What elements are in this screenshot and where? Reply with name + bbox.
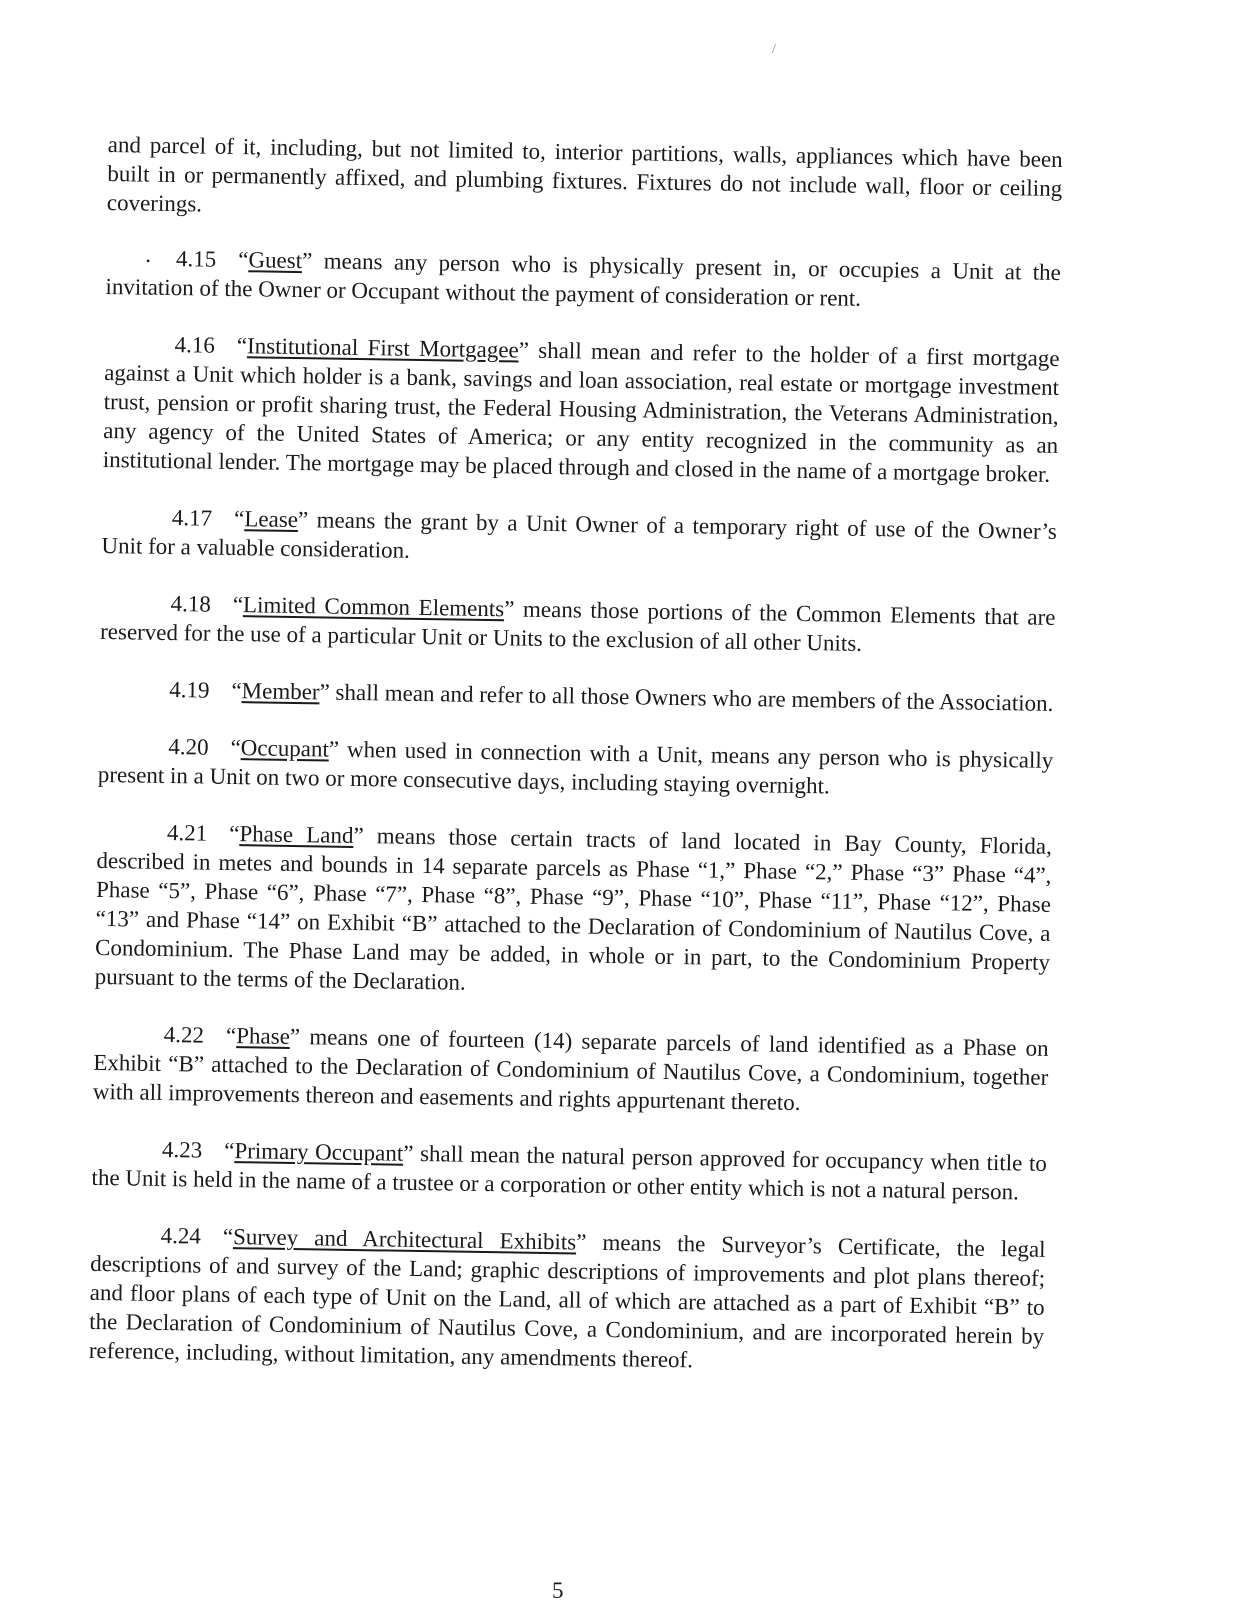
section-4-16: 4.16 “Institutional First Mortgagee” shall mean and refer to the holder of a first mortgage against a Unit which holder is a bank, savings and loan association, real estate or mortgage investment trust, pension or profit sharing trust, the Federal Housing Administration, the Veterans Administration, any agency of the United States of America; or any entity recognized in the community as an institutional lender. The mortgage may be placed through and closed in the name of a mortgage broker.	[103, 329, 1060, 489]
section-4-23: 4.23 “Primary Occupant” shall mean the natural person approved for occupancy when title to the Unit is held in the name of a trustee or a corporation or other entity which is not a natural person.	[91, 1134, 1047, 1207]
definition-text: ” means the Surveyor’s Certificate, the legal descriptions of and survey of the Land; graphic descriptions of improvements and plot plans thereof; and floor plans of each type of Unit on the Land, all of which are attached as a part of Exhibit “B” to the Declaration of Condominium of Nautilus Cove, a Condominium, and are incorporated herein by reference, including, without limitation, any amendments thereof.	[88, 1229, 1046, 1373]
margin-bullet: •	[146, 254, 151, 268]
section-4-15: 4.15 “Guest” means any person who is physically present in, or occupies a Unit at the invitation of the Owner or Occupant without the payment of consideration or rent.	[105, 243, 1061, 316]
section-4-18: 4.18 “Limited Common Elements” means those portions of the Common Elements that are reserved for the use of a particular Unit or Units to the exclusion of all other Units.	[100, 588, 1056, 661]
section-4-24: 4.24 “Survey and Architectural Exhibits” means the Surveyor’s Certificate, the legal descriptions of and survey of the Land; graphic descriptions of improvements and plot plans thereof; and floor plans of each type of Unit on the Land, all of which are attached as a part of Exhibit “B” to the Declaration of Condominium of Nautilus Cove, a Condominium, and are incorporated herein by reference, including, without limitation, any amendments thereof.	[89, 1220, 1046, 1380]
defined-term: Phase Land	[239, 821, 354, 848]
defined-term: Occupant	[240, 735, 330, 762]
stray-mark: /	[772, 42, 776, 57]
definition-text: ” means those certain tracts of land located in Bay County, Florida, described in metes and bounds in 14 separate parcels as Phase “1,” Phase “2,” Phase “3” Phase “4”, Phase “5”, Phase “6”, Phase “7”, Phase “8”, Phase “9”, Phase “10”, Phase “11”, Phase “12”, Phase “13” and Phase “14” on Exhibit “B” attached to the Declaration of Condominium of Nautilus Cove, a Condominium. The Phase Land may be added, in whole or in part, to the Condominium Property pursuant to the terms of the Declaration.	[94, 822, 1053, 995]
intro-paragraph: and parcel of it, including, but not limited to, interior partitions, walls, appliances which have been built in or permanently affixed, and plumbing fixtures. Fixtures do not include wall, floor or ceiling coverings.	[106, 131, 1063, 217]
page-number: 5	[552, 1578, 564, 1603]
defined-term: Lease	[244, 506, 299, 533]
definition-text: ” when used in connection with a Unit, means any person who is physically present in a Unit on two or more consecutive days, including staying overnight.	[97, 736, 1054, 799]
section-number: 4.17	[171, 505, 213, 531]
defined-term: Phase	[236, 1023, 291, 1049]
defined-term: Survey and Architectural Exhibits	[232, 1224, 577, 1255]
section-number: 4.19	[169, 677, 210, 703]
defined-term: Primary Occupant	[234, 1138, 404, 1166]
section-4-22: 4.22 “Phase” means one of fourteen (14) separate parcels of land identified as a Phase on Exhibit “B” attached to the Declaration of Condominium of Nautilus Cove, a Condominium, together with all improvements thereon and easements and rights appurtenant thereto.	[93, 1019, 1049, 1121]
section-4-20: 4.20 “Occupant” when used in connection with a Unit, means any person who is physically present in a Unit on two or more consecutive days, including staying overnight.	[98, 731, 1054, 804]
section-number: 4.16	[174, 332, 216, 358]
defined-term: Limited Common Elements	[242, 592, 505, 622]
section-number: 4.15	[175, 246, 217, 272]
defined-term: Institutional First Mortgagee	[246, 333, 519, 363]
definition-text: ” shall mean the natural person approved for occupancy when title to the Unit is held in the name of a trustee or a corporation or other entity which is not a natural person.	[91, 1140, 1048, 1205]
section-4-17: 4.17 “Lease” means the grant by a Unit Owner of a temporary right of use of the Owner’s Unit for a valuable consideration.	[101, 502, 1057, 575]
section-number: 4.22	[163, 1021, 205, 1048]
section-number: 4.18	[170, 591, 212, 617]
definition-text: ” means any person who is physically present in, or occupies a Unit at the invitation of the Owner or Occupant without the payment of consideration or rent.	[105, 248, 1062, 311]
section-4-19: 4.19 “Member” shall mean and refer to all those Owners who are members of the Association.	[99, 674, 1054, 718]
section-number: 4.20	[168, 734, 209, 760]
definition-text: ” means the grant by a Unit Owner of a temporary right of use of the Owner’s Unit for a valuable consideration.	[101, 507, 1058, 563]
definition-text: ” means those portions of the Common Elements that are reserved for the use of a particular Unit or Units to the exclusion of all other Units.	[99, 596, 1056, 656]
body-text	[88, 130, 1063, 1408]
definition-text: ” shall mean and refer to the holder of a first mortgage against a Unit which holder is a bank, savings and loan association, real estate or mortgage investment trust, pension or profit sharing trust, the Federal Housing Administration, the Veterans Administration, any agency of the United States of America; or any entity recognized in the community as an institutional lender. The mortgage may be placed through and closed in the name of a mortgage broker.	[102, 337, 1060, 487]
defined-term: Member	[241, 678, 320, 705]
section-4-21: 4.21 “Phase Land” means those certain tracts of land located in Bay County, Florida, described in metes and bounds in 14 separate parcels as Phase “1,” Phase “2,” Phase “3” Phase “4”, Phase “5”, Phase “6”, Phase “7”, Phase “8”, Phase “9”, Phase “10”, Phase “11”, Phase “12”, Phase “13” and Phase “14” on Exhibit “B” attached to the Declaration of Condominium of Nautilus Cove, a Condominium. The Phase Land may be added, in whole or in part, to the Condominium Property pursuant to the terms of the Declaration.	[94, 817, 1052, 1006]
definition-text: ” shall mean and refer to all those Owners who are members of the Association.	[319, 679, 1054, 716]
definition-text: ” means one of fourteen (14) separate parcels of land identified as a Phase on Exhibit “B” attached to the Declaration of Condominium of Nautilus Cove, a Condominium, together with all improvements thereon and easements and rights appurtenant thereto.	[92, 1023, 1049, 1115]
defined-term: Guest	[248, 247, 303, 274]
section-number: 4.24	[160, 1222, 202, 1249]
section-number: 4.23	[161, 1136, 203, 1163]
section-number: 4.21	[166, 820, 208, 846]
